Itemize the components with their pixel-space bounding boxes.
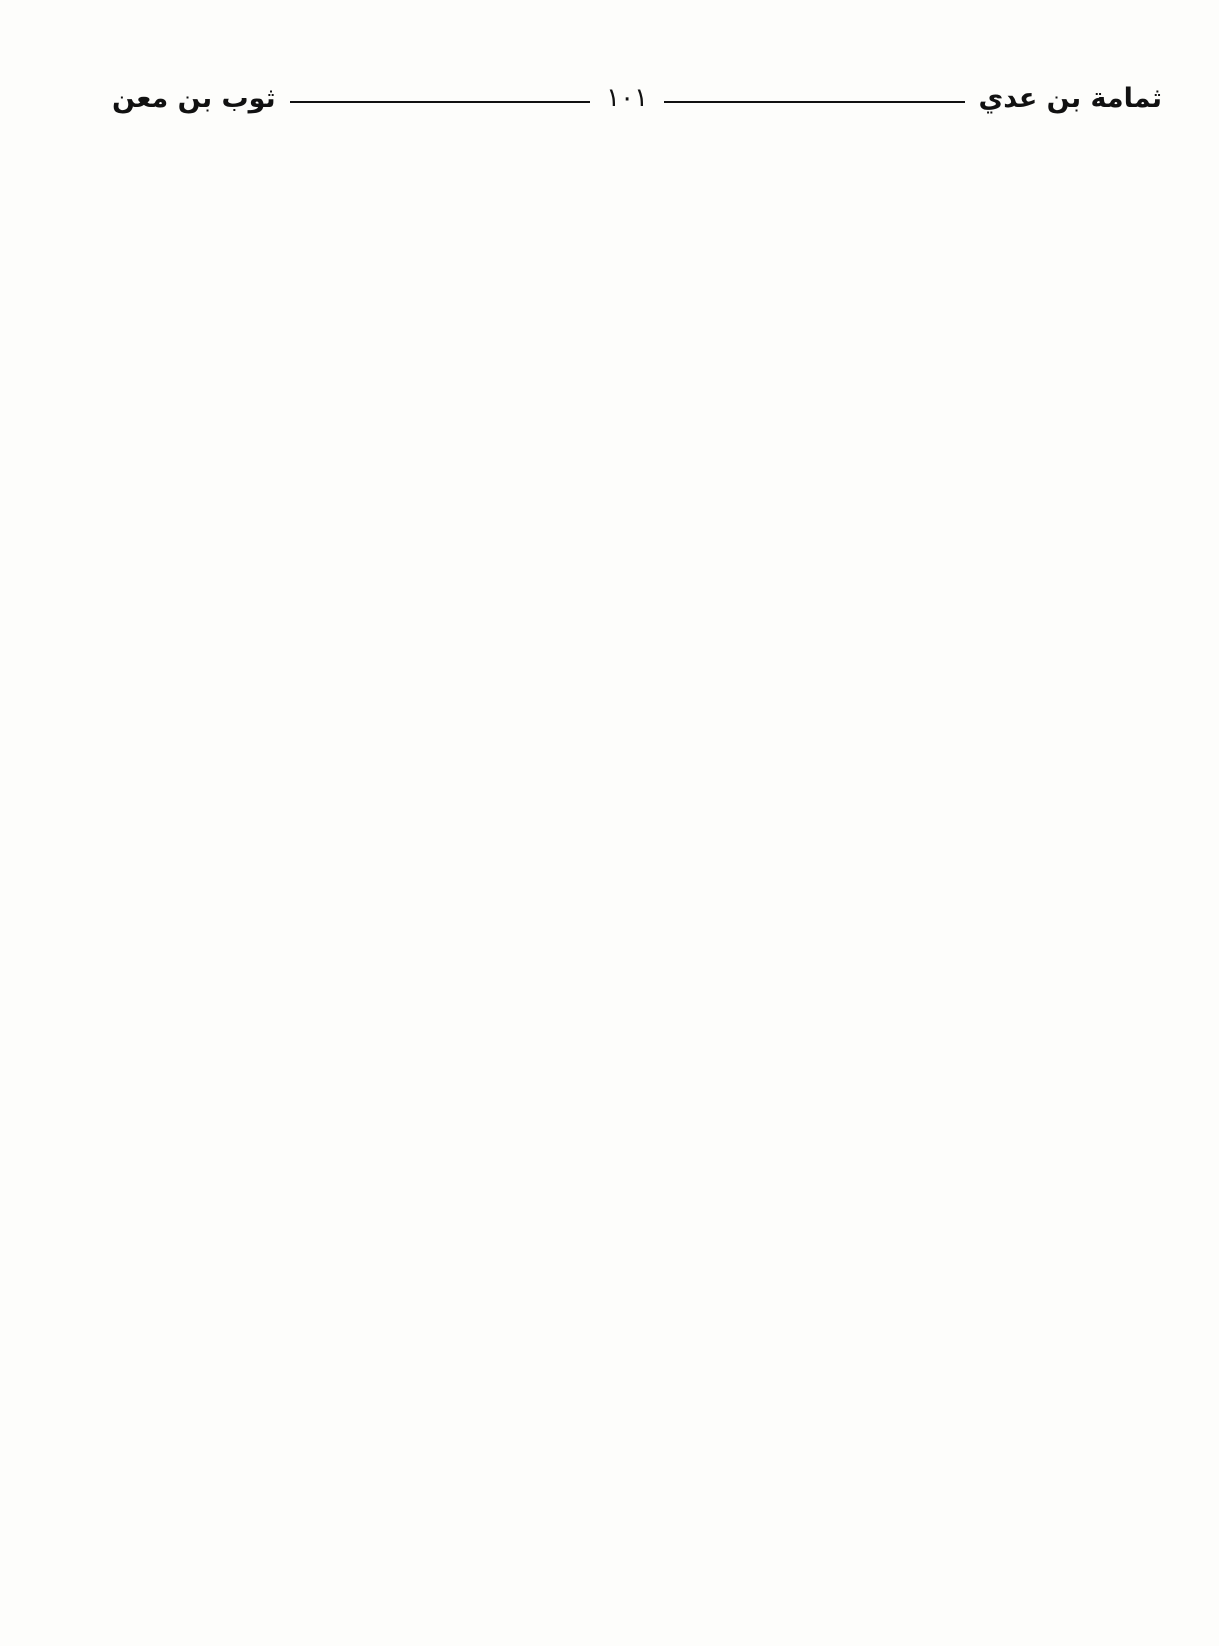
header-rule-right (664, 101, 964, 103)
page-header (112, 76, 1162, 120)
header-rule-left (290, 101, 590, 103)
running-title-left: ثوب بن معن (112, 82, 276, 114)
running-title-right: ثمامة بن عدي (978, 82, 1162, 114)
page-number: ١٠١ (606, 83, 649, 113)
